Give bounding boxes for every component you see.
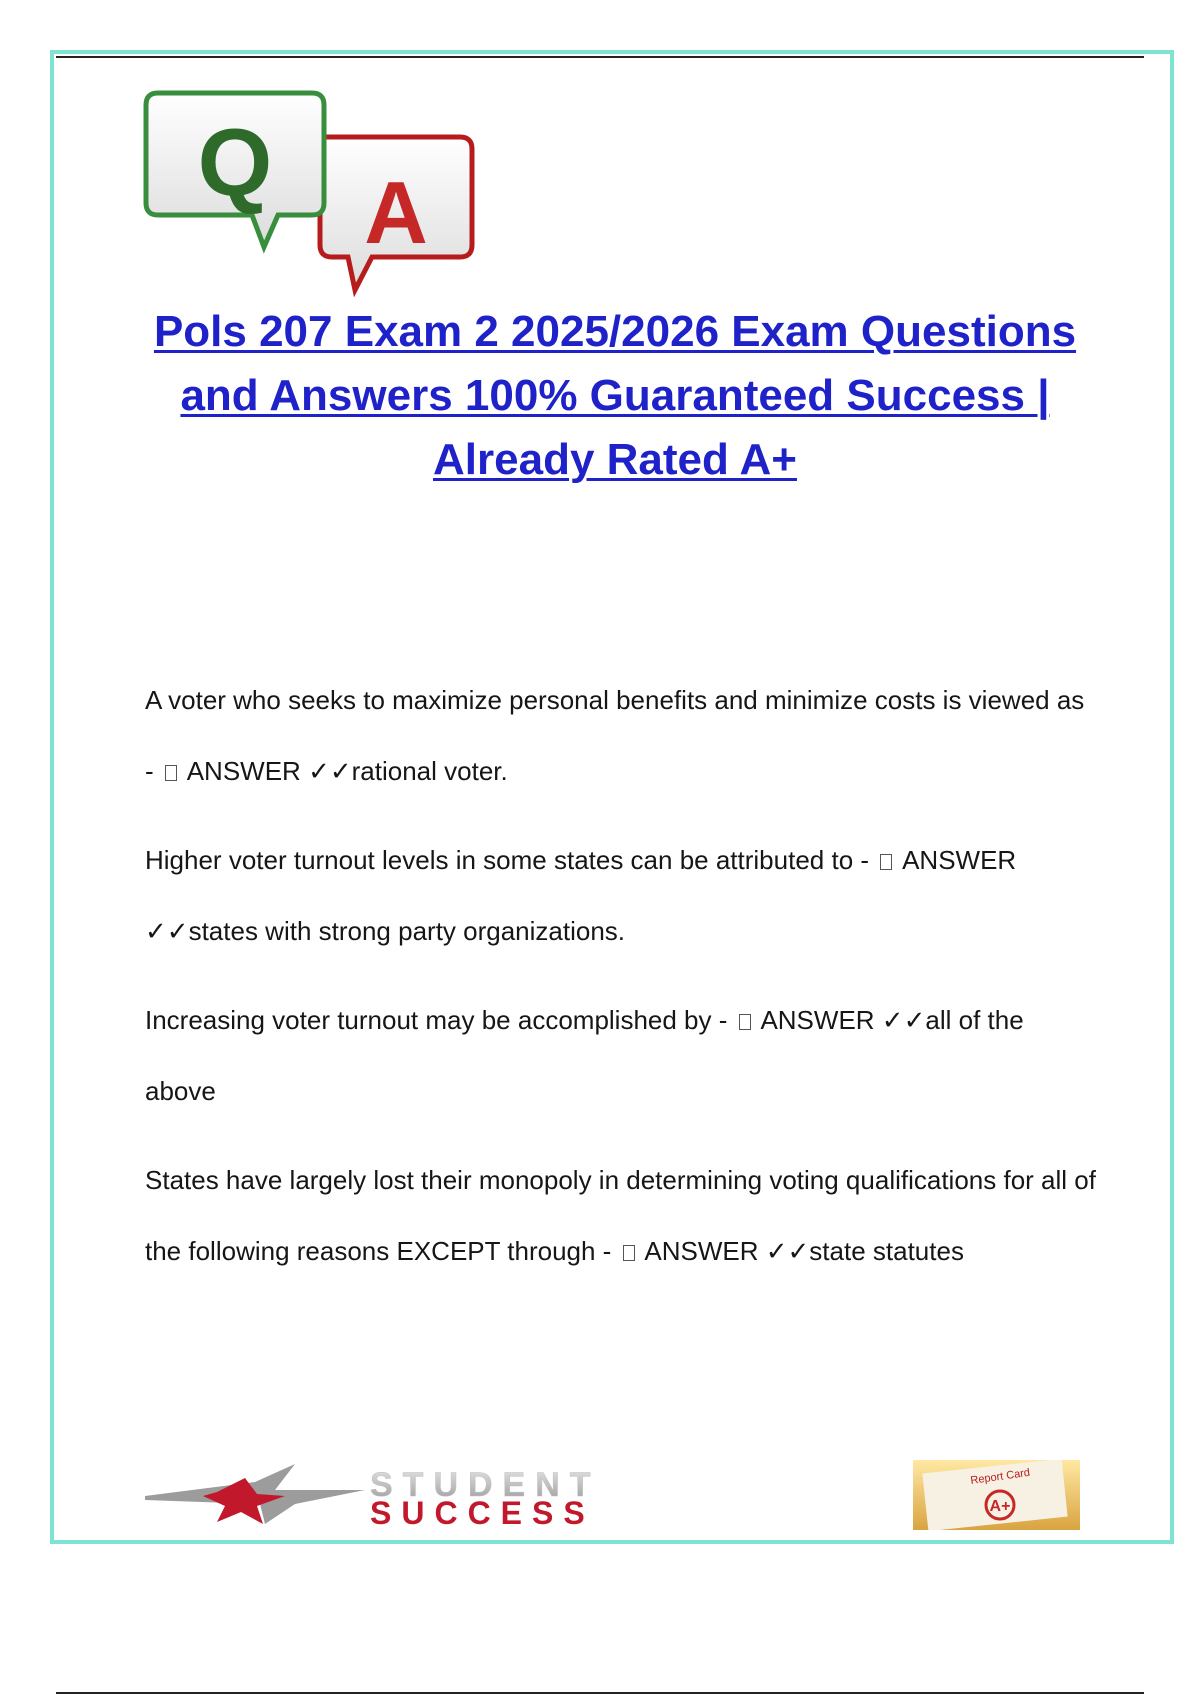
report-card-label: Report Card [969, 1466, 1031, 1487]
answer-letter: A [364, 163, 428, 262]
answer-text: all of the above [145, 1005, 1024, 1106]
question-text: A voter who seeks to maximize personal benefits and minimize costs is viewed as - [145, 685, 1085, 786]
question-text: Increasing voter turnout may be accomplished by - [145, 1005, 728, 1035]
qa-logo [140, 85, 510, 305]
qa-item [145, 825, 1100, 967]
check-marks: ✓✓ [881, 1005, 926, 1035]
missing-glyph-icon [880, 854, 892, 870]
answer-label: ANSWER [186, 756, 301, 786]
report-card-grade: A+ [989, 1498, 1011, 1515]
answer-label: ANSWER [644, 1236, 759, 1266]
check-marks: ✓✓ [145, 916, 189, 946]
top-rule [56, 56, 1144, 58]
check-marks: ✓✓ [765, 1236, 810, 1266]
qa-list [145, 665, 1100, 1305]
answer-text: state statutes [809, 1236, 964, 1266]
report-card-icon [913, 1460, 1080, 1530]
check-marks: ✓✓ [308, 756, 352, 786]
answer-text: rational voter. [351, 756, 508, 786]
qa-item [145, 1145, 1100, 1287]
answer-bubble-icon [320, 137, 472, 290]
banner-line1: STUDENT [370, 1466, 601, 1504]
answer-label: ANSWER [760, 1005, 875, 1035]
question-text: States have largely lost their monopoly in determining voting qualifications for all of the following reasons EXCEPT through - [145, 1165, 1096, 1266]
student-success-banner [145, 1460, 1080, 1530]
banner-line2: SUCCESS [370, 1495, 595, 1530]
answer-text: states with strong party organizations. [188, 916, 626, 946]
missing-glyph-icon [165, 765, 177, 781]
star-swoosh-icon [145, 1464, 365, 1524]
answer-label: ANSWER [902, 845, 1017, 875]
question-letter: Q [197, 109, 273, 216]
question-text: Higher voter turnout levels in some states can be attributed to - [145, 845, 870, 875]
qa-item [145, 985, 1100, 1127]
qa-item [145, 665, 1100, 807]
document-title[interactable]: Pols 207 Exam 2 2025/2026 Exam Questions and Answers 100% Guaranteed Success | Already Rated A+ [153, 307, 1077, 484]
question-bubble-icon [146, 93, 324, 247]
bottom-rule [56, 1692, 1144, 1694]
missing-glyph-icon [623, 1245, 635, 1261]
missing-glyph-icon [739, 1014, 751, 1030]
